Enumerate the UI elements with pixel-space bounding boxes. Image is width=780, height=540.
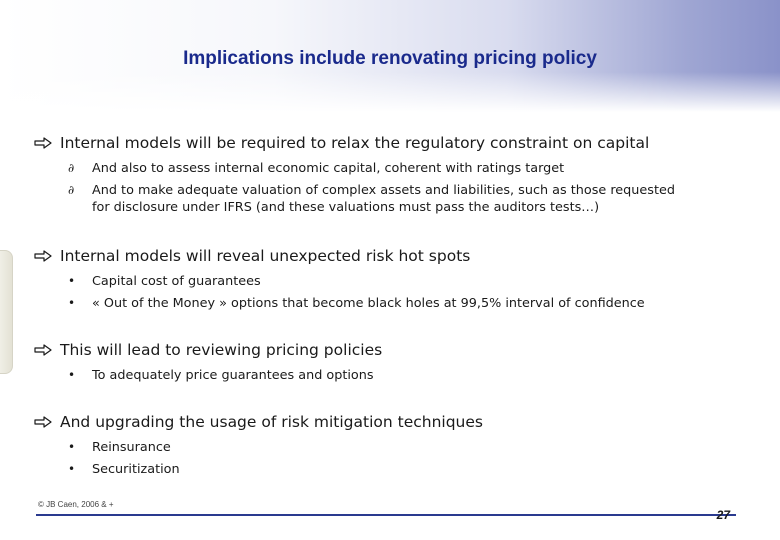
sub-marker-icon: ∂ [68,161,75,175]
point-1-sub-2 [68,182,675,216]
point-1 [34,134,649,152]
sub-text: « Out of the Money » options that become black holes at 99,5% interval of confidence [92,296,645,311]
point-3-text: This will lead to reviewing pricing policies [60,341,383,359]
footer-divider [36,514,736,516]
outline-arrow-right-icon [34,250,52,262]
sub-text-block [92,182,675,216]
sub-text: Capital cost of guarantees [92,274,261,289]
point-1-sub-1 [68,160,564,177]
bullet-icon: • [68,296,76,310]
bullet-icon: • [68,462,76,476]
outline-arrow-right-icon [34,344,52,356]
sub-text: And also to assess internal economic capital, coherent with ratings target [92,161,565,176]
point-4 [34,413,483,431]
outline-arrow-right-icon [34,416,52,428]
point-4-sub-1 [68,439,171,456]
sub-marker-icon: ∂ [68,183,75,197]
point-3-sub-1 [68,367,374,384]
sub-text: Reinsurance [92,440,171,455]
point-2-text: Internal models will reveal unexpected risk hot spots [60,247,471,265]
point-3 [34,341,382,359]
bullet-icon: • [68,274,76,288]
sub-text-continued: for disclosure under IFRS (and these valuations must pass the auditors tests…) [92,200,600,215]
point-1-text: Internal models will be required to relax the regulatory constraint on capital [60,134,650,152]
bullet-icon: • [68,440,76,454]
sub-text: Securitization [92,462,180,477]
sub-text: To adequately price guarantees and options [92,368,374,383]
bullet-icon: • [68,368,76,382]
outline-arrow-right-icon [34,137,52,149]
point-4-sub-2 [68,461,180,478]
page-number: 27 [716,508,730,522]
point-2-sub-1 [68,273,261,290]
point-4-text: And upgrading the usage of risk mitigation techniques [60,413,483,431]
point-2 [34,247,470,265]
point-2-sub-2 [68,295,645,312]
slide-title: Implications include renovating pricing policy [183,48,597,69]
footer-copyright: © JB Caen, 2006 & + [38,500,114,509]
sub-text: And to make adequate valuation of complex assets and liabilities, such as those requested [92,183,675,198]
